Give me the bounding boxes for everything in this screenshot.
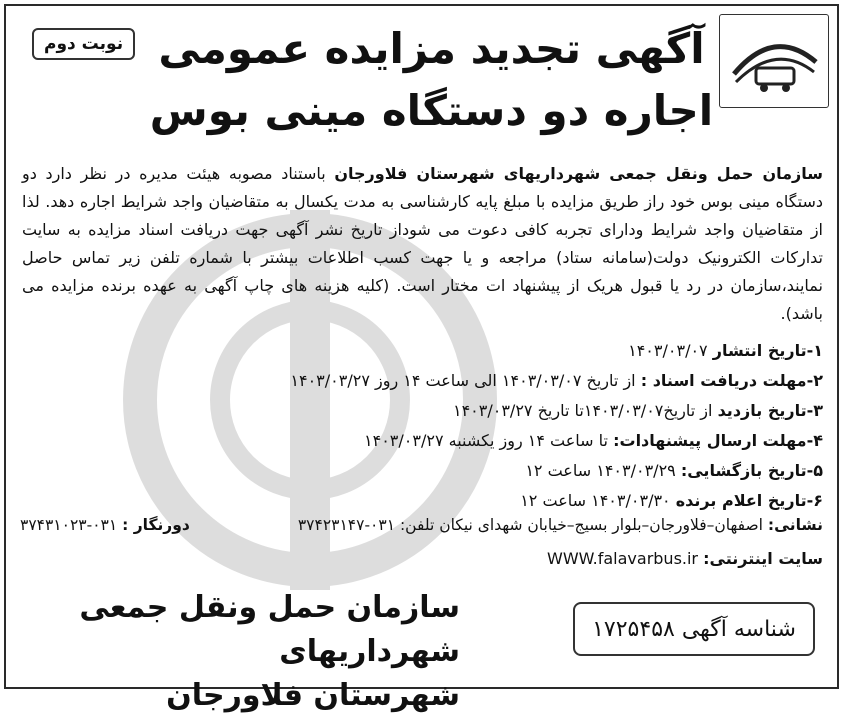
ad-title-line2: اجاره دو دستگاه مینی بوس <box>149 86 714 135</box>
footer-org-line2: شهرستان فلاورجان <box>166 678 460 713</box>
address-label: نشانی: <box>767 516 823 534</box>
list-item: ۳-تاریخ بازدید از تاریخ۱۴۰۳/۰۳/۰۷تا تاریخ ۱۴۰۳/۰۳/۲۷ <box>452 401 823 420</box>
body-text: باستناد مصوبه هیئت مدیره در نظر دارد دو دستگاه مینی بوس خود راز طریق مزایده با مبلغ پایه کارشناسی به مدت یکسال به متقاضیان واجد شرایط اجاره دهد. لذا از متقاضیان واجد شرایط ودارای تجربه کافی دعوت می شوداز تاریخ نشر آگهی جهت دریافت اسناد مزایده به سایت تدارکات الکترونیک دولت(سامانه ستاد) مراجعه و یا جهت کسب اطلاعات بیشتر با شماره تلفن زیر تماس حاصل نمایند،سازمان در رد یا قبول هریک از پیشنهاد ات مختار است. (کلیه هزینه های چاپ آگهی به عهده برنده مزایده می باشد). <box>22 164 823 323</box>
footer <box>4 578 839 713</box>
organization-logo <box>719 14 829 108</box>
list-item: ۵-تاریخ بازگشایی: ۱۴۰۳/۰۳/۲۹ ساعت ۱۲ <box>525 461 823 480</box>
address-line <box>20 516 823 534</box>
list-item: ۶-تاریخ اعلام برنده ۱۴۰۳/۰۳/۳۰ ساعت ۱۲ <box>520 491 823 510</box>
bus-logo-icon <box>726 22 822 100</box>
header <box>6 6 837 152</box>
body-paragraph <box>22 160 823 328</box>
schedule-list <box>20 336 823 516</box>
list-item: ۲-مهلت دریافت اسناد : از تاریخ ۱۴۰۳/۰۳/۰۷ الی ساعت ۱۴ روز ۱۴۰۳/۰۳/۲۷ <box>290 371 823 390</box>
footer-org-line1: سازمان حمل ونقل جمعی شهرداریهای <box>79 590 460 669</box>
list-item: ۴-مهلت ارسال پیشنهادات: تا ساعت ۱۴ روز یکشنبه ۱۴۰۳/۰۳/۲۷ <box>364 431 823 450</box>
fax-value: ۰۳۱-۳۷۴۳۱۰۲۳ <box>20 516 118 534</box>
website-label: سایت اینترنتی: <box>703 549 823 568</box>
organization-name: سازمان حمل ونقل جمعی شهرداریهای شهرستان فلاورجان <box>334 164 824 183</box>
website-line <box>547 549 823 568</box>
ad-body <box>22 160 823 328</box>
ad-title-line1: آگهی تجدید مزایده عمومی <box>158 24 705 73</box>
ad-id-box: شناسه آگهی ۱۷۲۵۴۵۸ <box>573 602 815 656</box>
website-link[interactable]: WWW.falavarbus.ir <box>547 549 699 568</box>
footer-organization <box>40 586 460 718</box>
list-item: ۱-تاریخ انتشار ۱۴۰۳/۰۳/۰۷ <box>628 341 823 360</box>
fax <box>20 516 190 534</box>
address-value: اصفهان–فلاورجان–بلوار بسیج–خیابان شهدای نیکان تلفن: ۰۳۱-۳۷۴۲۳۱۴۷ <box>297 516 763 534</box>
fax-label: دورنگار : <box>122 516 190 534</box>
round-badge: نوبت دوم <box>32 28 135 60</box>
